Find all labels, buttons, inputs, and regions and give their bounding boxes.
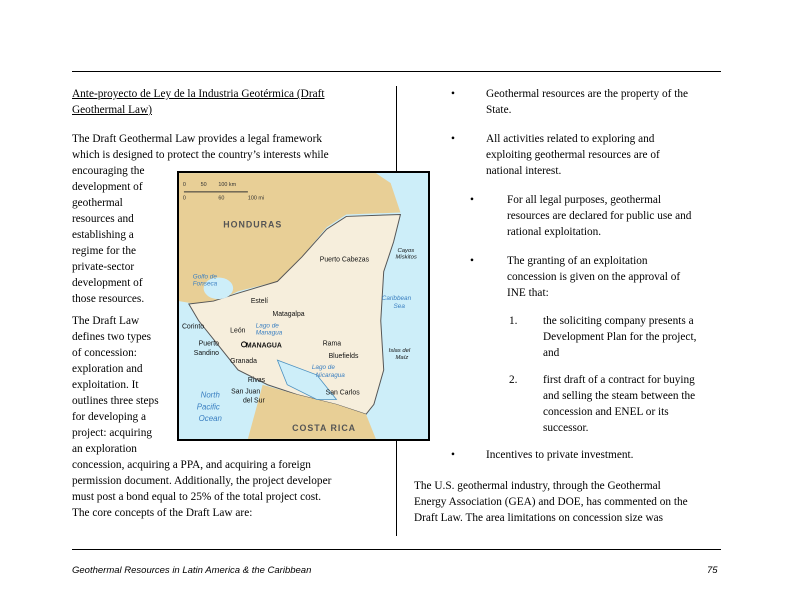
paragraph-line: for developing a: [72, 411, 147, 423]
paragraph-line: Draft Law. The area limitations on concession size was: [414, 512, 664, 524]
bullet-text: Geothermal resources are the property of the: [486, 88, 688, 100]
svg-text:Pacific: Pacific: [196, 402, 220, 412]
list-text: successor.: [543, 422, 589, 434]
paragraph-line: exploitation. It: [72, 379, 139, 391]
paragraph-line: The Draft Law: [72, 315, 140, 327]
bullet-text: concession is given on the approval of: [507, 271, 681, 283]
paragraph-line: geothermal: [72, 197, 123, 209]
list-text: and selling the steam between the: [543, 390, 696, 402]
svg-text:0: 0: [182, 195, 186, 202]
svg-text:100 km: 100 km: [218, 181, 237, 188]
svg-text:0: 0: [182, 181, 186, 188]
paragraph-line: development of: [72, 181, 143, 193]
svg-text:Estelí: Estelí: [250, 298, 269, 306]
svg-text:North: North: [200, 390, 220, 400]
paragraph-line: development of: [72, 277, 143, 289]
section-heading: Ante-proyecto de Ley de la Industria Geotérmica (Draft: [72, 88, 325, 100]
paragraph-line: those resources.: [72, 293, 145, 305]
paragraph-line: regime for the: [72, 245, 136, 257]
paragraph-line: The core concepts of the Draft Law are:: [72, 507, 253, 519]
svg-text:Ocean: Ocean: [198, 414, 222, 424]
svg-text:100 mi: 100 mi: [247, 195, 265, 202]
label-costa-rica: COSTA RICA: [292, 422, 357, 433]
paragraph-line: permission document. Additionally, the project developer: [72, 475, 332, 487]
svg-text:Lago de: Lago de: [255, 322, 279, 330]
header-rule: [72, 71, 721, 72]
footer-rule: [72, 549, 721, 550]
svg-text:del Sur: del Sur: [242, 397, 265, 405]
bullet-text: State.: [486, 104, 512, 116]
bullet-text: For all legal purposes, geothermal: [507, 194, 662, 206]
svg-text:San Carlos: San Carlos: [325, 389, 360, 397]
nicaragua-map: [177, 171, 430, 441]
svg-text:Rama: Rama: [322, 340, 342, 348]
svg-text:Fonseca: Fonseca: [192, 280, 218, 288]
page-number: 75: [707, 565, 718, 576]
paragraph-line: encouraging the: [72, 165, 145, 177]
bullet-text: resources are declared for public use and: [507, 210, 692, 222]
svg-text:60: 60: [218, 195, 225, 202]
bullet-text: rational exploitation.: [507, 226, 602, 238]
paragraph-line: private-sector: [72, 261, 135, 273]
paragraph-line: must post a bond equal to 25% of the total project cost.: [72, 491, 322, 503]
svg-text:Puerto: Puerto: [198, 340, 219, 348]
list-text: Development Plan for the project,: [543, 331, 697, 343]
bullet-text: INE that:: [507, 287, 549, 299]
list-text: concession and ENEL or its: [543, 406, 669, 418]
section-heading: Geothermal Law): [72, 104, 152, 116]
bullet-icon: •: [470, 255, 474, 267]
paragraph-line: exploration and: [72, 363, 143, 375]
bullet-text: national interest.: [486, 165, 562, 177]
paragraph-line: establishing a: [72, 229, 134, 241]
bullet-text: exploiting geothermal resources are of: [486, 149, 660, 161]
paragraph-line: project: acquiring: [72, 427, 152, 439]
paragraph-line: The Draft Geothermal Law provides a legal framework: [72, 133, 322, 145]
list-number: 2.: [509, 374, 518, 386]
map-graphic: [179, 173, 428, 439]
svg-text:San Juan: San Juan: [231, 388, 261, 396]
bullet-icon: •: [451, 88, 455, 100]
paragraph-line: concession, acquiring a PPA, and acquiring a foreign: [72, 459, 311, 471]
bullet-icon: •: [451, 133, 455, 145]
svg-text:Lago de: Lago de: [311, 363, 335, 371]
paragraph-line: defines two types: [72, 331, 152, 343]
svg-text:Cayos: Cayos: [397, 247, 415, 254]
svg-text:Corinto: Corinto: [181, 323, 205, 331]
paragraph-line: of concession:: [72, 347, 137, 359]
bullet-text: Incentives to private investment.: [486, 449, 634, 461]
svg-text:León: León: [230, 327, 246, 335]
svg-text:Golfo de: Golfo de: [192, 273, 217, 281]
footer-title: Geothermal Resources in Latin America & the Caribbean: [72, 565, 312, 576]
label-honduras: HONDURAS: [223, 219, 283, 230]
list-text: the soliciting company presents a: [543, 315, 694, 327]
bullet-icon: •: [470, 194, 474, 206]
list-number: 1.: [509, 315, 518, 327]
list-text: first draft of a contract for buying: [543, 374, 695, 386]
svg-text:Nicaragua: Nicaragua: [315, 371, 345, 379]
paragraph-line: outlines three steps: [72, 395, 159, 407]
bullet-icon: •: [451, 449, 455, 461]
paragraph-line: an exploration: [72, 443, 137, 455]
bullet-text: All activities related to exploring and: [486, 133, 655, 145]
svg-text:Miskitos: Miskitos: [395, 254, 417, 261]
bullet-text: The granting of an exploitation: [507, 255, 648, 267]
svg-text:Sandino: Sandino: [193, 350, 219, 358]
svg-text:Rivas: Rivas: [247, 376, 266, 384]
svg-text:Islas del: Islas del: [388, 348, 411, 355]
paragraph-line: The U.S. geothermal industry, through the Geothermal: [414, 480, 661, 492]
svg-text:MANAGUA: MANAGUA: [245, 342, 282, 350]
svg-text:Maíz: Maíz: [395, 355, 409, 362]
svg-text:Sea: Sea: [393, 302, 405, 310]
list-text: and: [543, 347, 560, 359]
svg-text:Caribbean: Caribbean: [381, 295, 412, 303]
svg-text:Managua: Managua: [255, 329, 283, 337]
paragraph-line: Energy Association (GEA) and DOE, has commented on the: [414, 496, 688, 508]
paragraph-line: resources and: [72, 213, 134, 225]
svg-text:Bluefields: Bluefields: [328, 353, 359, 361]
paragraph-line: which is designed to protect the country’s interests while: [72, 149, 329, 161]
svg-text:Matagalpa: Matagalpa: [272, 310, 305, 318]
svg-text:50: 50: [200, 181, 207, 188]
svg-text:Puerto Cabezas: Puerto Cabezas: [319, 256, 370, 264]
svg-text:Granada: Granada: [230, 358, 257, 366]
